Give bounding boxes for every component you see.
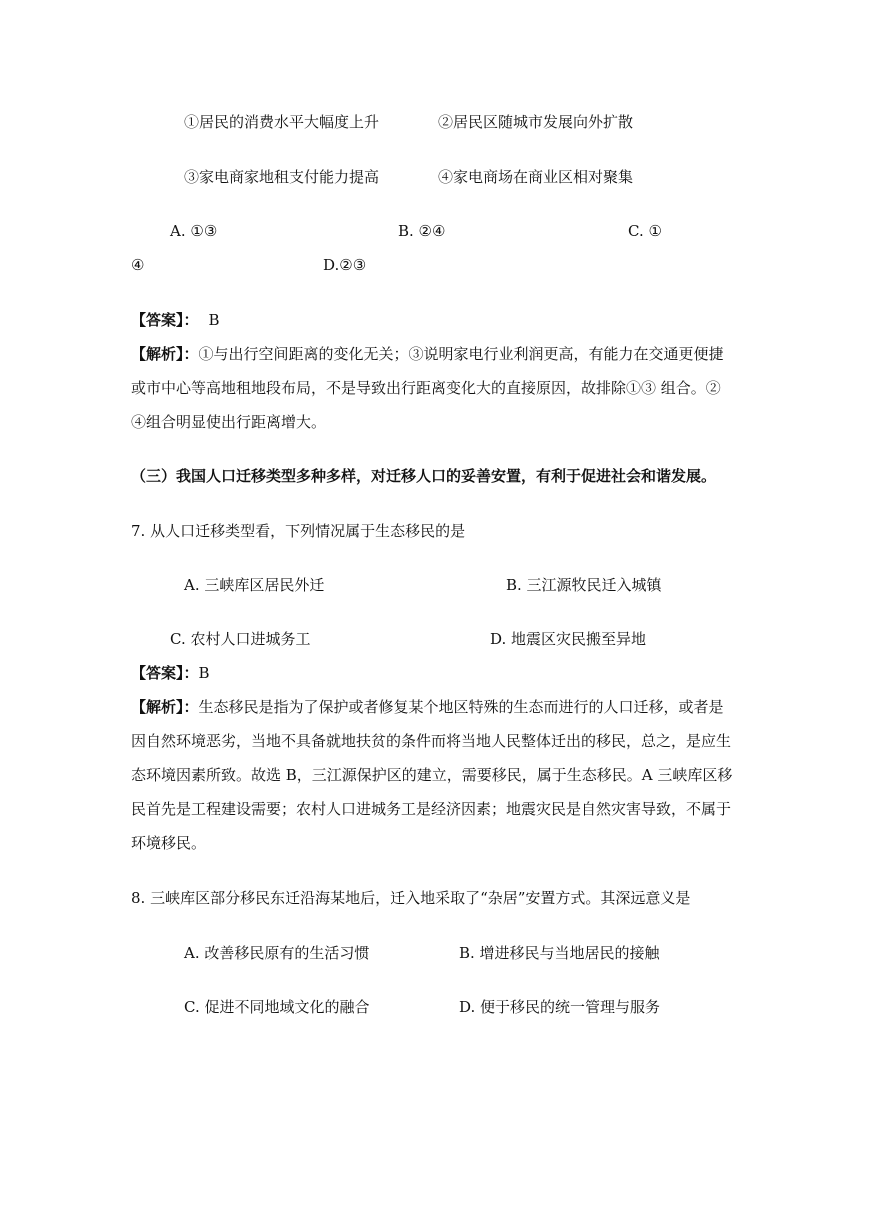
q6-analysis-line-3: ④组合明显使出行距离增大。 xyxy=(131,413,327,431)
analysis-label: 【解析】： xyxy=(131,345,199,363)
q6-option-a: A. ①③ xyxy=(170,222,218,240)
q6-answer xyxy=(131,310,220,330)
answer-value: B xyxy=(208,311,220,329)
analysis-text: ①与出行空间距离的变化无关；③说明家电行业利润更高，有能力在交通更便捷 xyxy=(198,345,724,363)
q7-analysis-line-5: 环境移民。 xyxy=(131,834,207,852)
q6-option-c-continued: ④ xyxy=(131,256,145,274)
answer-label: 【答案】： xyxy=(131,311,199,329)
analysis-text: 生态移民是指为了保护或者修复某个地区特殊的生态而进行的人口迁移，或者是 xyxy=(198,698,724,716)
q6-analysis-line-1 xyxy=(131,344,724,364)
analysis-label: 【解析】： xyxy=(131,698,199,716)
q8-option-a: A. 改善移民原有的生活习惯 xyxy=(184,944,370,962)
q6-statement-3: ③家电商家地租支付能力提高 xyxy=(184,168,380,186)
q7-analysis-line-1 xyxy=(131,697,724,717)
section-heading: （三）我国人口迁移类型多种多样，对迁移人口的妥善安置，有利于促进社会和谐发展。 xyxy=(131,467,717,485)
answer-value: B xyxy=(198,664,210,682)
q7-answer xyxy=(131,663,210,683)
q6-analysis-line-2: 或市中心等高地租地段布局，不是导致出行距离变化大的直接原因，故排除①③ 组合。② xyxy=(131,379,721,397)
q7-analysis-line-2: 因自然环境恶劣，当地不具备就地扶贫的条件而将当地人民整体迁出的移民，总之，是应生 xyxy=(131,732,732,750)
q8-stem: 8. 三峡库区部分移民东迁沿海某地后，迁入地采取了“杂居”安置方式。其深远意义是 xyxy=(131,889,691,907)
q6-option-b: B. ②④ xyxy=(398,222,446,240)
q8-option-c: C. 促进不同地域文化的融合 xyxy=(184,998,370,1016)
q7-option-c: C. 农村人口进城务工 xyxy=(170,630,311,648)
q7-analysis-line-3: 态环境因素所致。故选 B，三江源保护区的建立，需要移民，属于生态移民。A 三峡库区移 xyxy=(131,766,733,784)
q7-option-b: B. 三江源牧民迁入城镇 xyxy=(506,576,662,594)
q6-statement-4: ④家电商场在商业区相对聚集 xyxy=(438,168,634,186)
q7-stem: 7. 从人口迁移类型看，下列情况属于生态移民的是 xyxy=(131,522,466,540)
q6-option-d: D.②③ xyxy=(323,256,367,274)
answer-label: 【答案】： xyxy=(131,664,199,682)
q8-option-b: B. 增进移民与当地居民的接触 xyxy=(459,944,660,962)
q8-option-d: D. 便于移民的统一管理与服务 xyxy=(459,998,661,1016)
q6-statement-1: ①居民的消费水平大幅度上升 xyxy=(184,113,380,131)
q6-option-c: C. ① xyxy=(628,222,662,240)
q7-option-a: A. 三峡库区居民外迁 xyxy=(184,576,325,594)
q6-statement-2: ②居民区随城市发展向外扩散 xyxy=(438,113,634,131)
q7-option-d: D. 地震区灾民搬至异地 xyxy=(490,630,647,648)
q7-analysis-line-4: 民首先是工程建设需要；农村人口进城务工是经济因素；地震灾民是自然灾害导致，不属于 xyxy=(131,800,732,818)
